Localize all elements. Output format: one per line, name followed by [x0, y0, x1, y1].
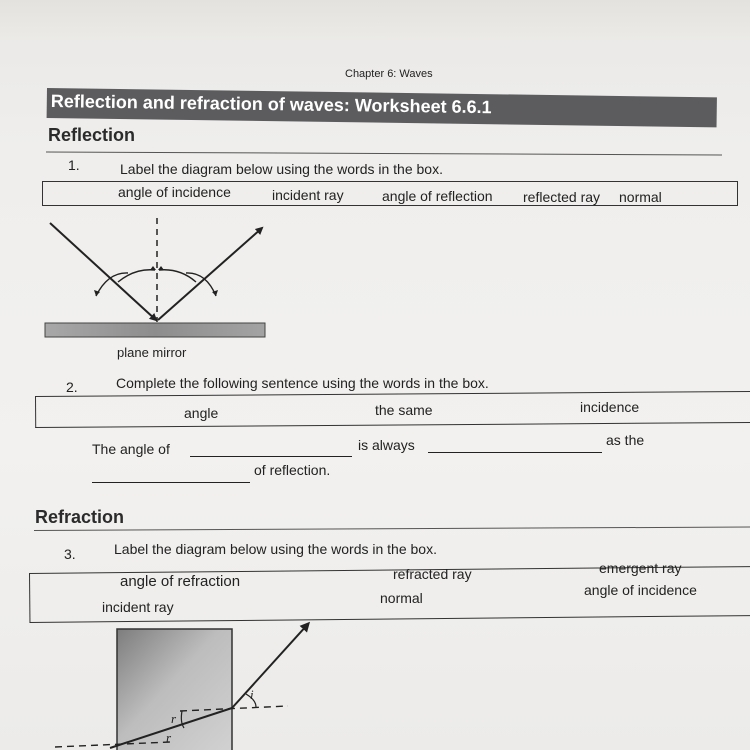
q2-sentence-start: The angle of — [92, 441, 170, 457]
q1-word: angle of reflection — [382, 188, 493, 204]
q3-word: incident ray — [102, 599, 174, 615]
q2-prompt: Complete the following sentence using the words in the box. — [116, 375, 489, 391]
q1-word: reflected ray — [523, 189, 601, 205]
q1-word: angle of incidence — [118, 184, 231, 200]
glass-block — [117, 629, 232, 750]
worksheet-title: Reflection and refraction of waves: Worksheet 6.6.1 — [50, 91, 492, 118]
q2-sentence-mid: is always — [358, 437, 415, 453]
reflection-heading: Reflection — [48, 125, 136, 145]
q3-prompt: Label the diagram below using the words in the box. — [114, 541, 437, 557]
q2-word: angle — [184, 405, 219, 421]
refraction-heading: Refraction — [35, 507, 125, 527]
q2-number: 2. — [66, 379, 78, 395]
q3-number: 3. — [64, 546, 76, 562]
q2-sentence-end: as the — [606, 432, 645, 448]
angle-label-r-lower: r — [166, 730, 172, 745]
q3-word: normal — [380, 590, 423, 606]
q1-word: incident ray — [272, 187, 344, 203]
q3-word: refracted ray — [393, 566, 472, 582]
chapter-header: Chapter 6: Waves — [345, 68, 433, 80]
q2-word: incidence — [580, 399, 640, 415]
q1-prompt: Label the diagram below using the words in the box. — [120, 161, 443, 177]
emergent-ray — [232, 624, 308, 708]
q3-word: emergent ray — [599, 560, 682, 576]
q3-word: angle of incidence — [584, 582, 697, 598]
plane-mirror-label: plane mirror — [117, 345, 187, 360]
q2-word: the same — [375, 402, 433, 418]
q1-word: normal — [619, 189, 662, 205]
angle-label-r: r — [171, 711, 177, 726]
q1-number: 1. — [68, 157, 80, 173]
q2-sentence-last: of reflection. — [254, 462, 331, 478]
q3-word: angle of refraction — [120, 573, 241, 590]
angle-label-i: i — [250, 687, 254, 702]
